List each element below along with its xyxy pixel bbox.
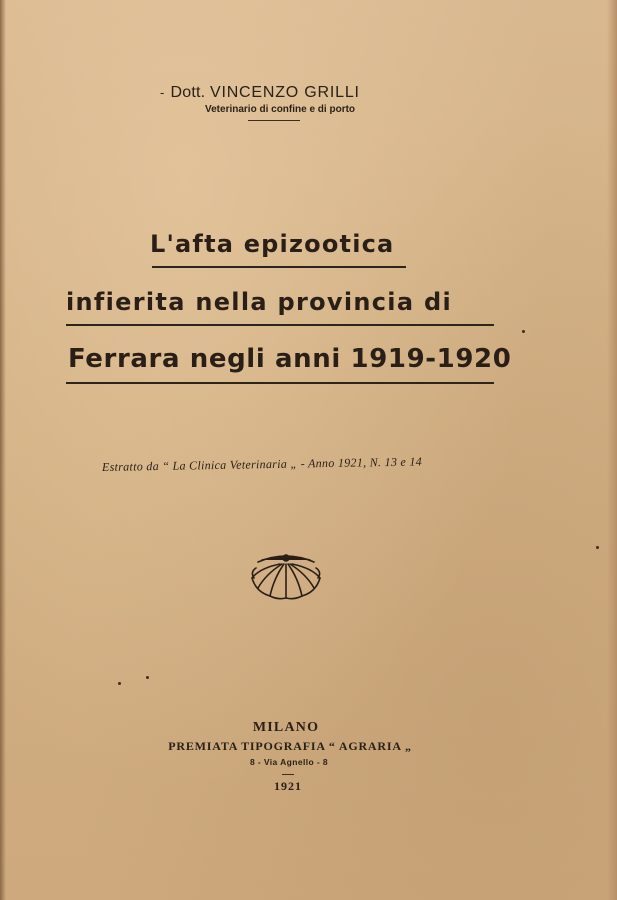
paper-speck xyxy=(522,330,525,333)
extract-note: Estratto da “ La Clinica Veterinaria „ - Anno 1921, N. 13 e 14 xyxy=(101,454,423,474)
shell-ornament-icon xyxy=(248,548,324,604)
author-divider xyxy=(248,120,300,121)
title-underline-1 xyxy=(152,266,406,268)
author-dash: - xyxy=(160,85,165,100)
title-line-3: Ferrara negli anni 1919-1920 xyxy=(68,344,512,374)
title-line-1: L'afta epizootica xyxy=(150,230,395,258)
imprint-year: 1921 xyxy=(274,779,302,793)
imprint-address: 8 - Via Agnello - 8 xyxy=(250,757,328,767)
title-line-2: infierita nella provincia di xyxy=(66,288,452,316)
page-edge-right xyxy=(607,0,617,900)
paper-speck xyxy=(118,682,121,685)
imprint-publisher: PREMIATA TIPOGRAFIA “ AGRARIA „ xyxy=(168,739,412,753)
author-name: VINCENZO GRILLI xyxy=(209,84,360,101)
paper-speck xyxy=(596,546,599,549)
title-underline-3 xyxy=(66,382,494,384)
author-prefix: Dott. xyxy=(170,84,206,101)
author-line xyxy=(160,84,400,102)
imprint-divider xyxy=(282,774,294,775)
imprint-city: MILANO xyxy=(252,720,320,735)
paper-speck xyxy=(146,676,149,679)
author-role: Veterinario di confine e di porto xyxy=(205,104,356,115)
title-underline-2 xyxy=(66,324,494,326)
